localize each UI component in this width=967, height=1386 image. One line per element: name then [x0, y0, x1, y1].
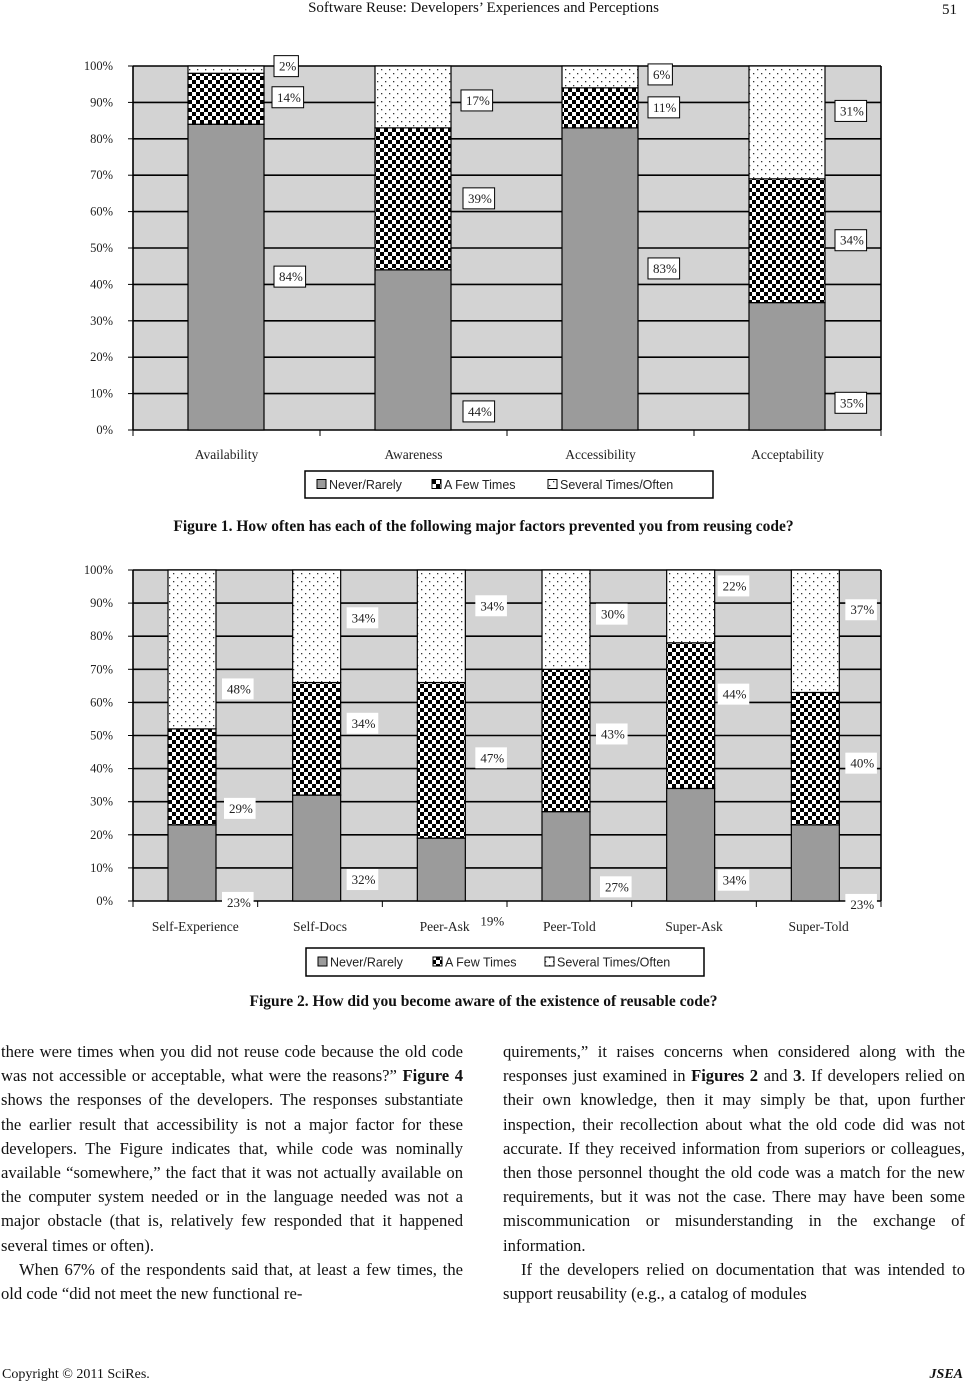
data-label: 31% — [840, 103, 864, 119]
y-tick-label: 10% — [90, 386, 113, 401]
x-category-label: Availability — [194, 447, 259, 462]
bar-segment — [293, 795, 341, 901]
bar-segment — [791, 825, 839, 901]
bar-segment — [188, 73, 264, 124]
y-tick-label: 60% — [90, 695, 113, 710]
y-tick-label: 30% — [90, 313, 113, 328]
data-label: 84% — [279, 269, 303, 285]
bar-segment — [168, 825, 216, 901]
y-tick-label: 0% — [96, 423, 113, 437]
bar-segment — [749, 66, 825, 179]
figure-1-caption: Figure 1. How often has each of the following major factors prevented you from reusing code? — [173, 518, 794, 535]
data-label: 19% — [480, 913, 505, 929]
data-label: 17% — [466, 92, 490, 108]
y-tick-label: 70% — [90, 662, 113, 677]
x-category-label: Acceptability — [751, 447, 824, 462]
bar-segment — [188, 66, 264, 73]
data-label: 34% — [840, 232, 864, 248]
y-tick-label: 60% — [90, 204, 113, 219]
figure-2-chart — [0, 555, 967, 995]
data-label: 37% — [850, 602, 875, 618]
body-paragraph: quirements,” it raises concerns when considered along with the responses just examined in Figures 2 and 3. If developers relied on their own knowledge, then it may simply be that, upon further inspection, their recollection about what the old code did was not accurate. If they received information from superiors or colleagues, then those personnel thought the old code was a match for the new requirements, but it was not the case. There may have been some miscommunication or misunderstanding in the exchange of information. — [503, 1042, 966, 1255]
data-label: 23% — [850, 896, 875, 912]
bar-segment — [168, 729, 216, 825]
bar-segment — [791, 570, 839, 692]
x-category-label: Super-Told — [788, 919, 849, 934]
data-label: 34% — [351, 610, 376, 626]
y-tick-label: 50% — [90, 728, 113, 743]
copyright-footer: Copyright © 2011 SciRes. — [2, 1367, 150, 1382]
y-tick-label: 20% — [90, 350, 113, 365]
legend-swatch — [317, 480, 326, 489]
x-category-label: Awareness — [384, 447, 443, 462]
x-category-label: Super-Ask — [665, 919, 723, 934]
data-label: 39% — [468, 190, 492, 206]
body-paragraph: there were times when you did not reuse code because the old code was not accessible or acceptable, what were the reasons?” Figure 4 shows the responses of the developers. The responses substantiate the earlier result that accessibility is not a major factor for these developers. The Figure indicates that, while code was nominally available “somewhere,” the fact that it was not actually available on the computer system needed or in the language needed was not a major obstacle (that is, relatively few responded that it happened several times or often). — [1, 1042, 464, 1255]
y-tick-label: 70% — [90, 168, 113, 183]
bar-segment — [667, 643, 715, 789]
data-label: 44% — [722, 686, 747, 702]
data-label: 27% — [605, 879, 629, 895]
running-header: Software Reuse: Developers’ Experiences and Perceptions — [308, 0, 659, 16]
y-tick-label: 30% — [90, 794, 113, 809]
body-paragraph: If the developers relied on documentation that was intended to support reusability (e.g., a catalog of modules — [503, 1259, 965, 1304]
legend-entry: Several Times/Often — [557, 955, 671, 970]
legend-swatch — [548, 480, 557, 489]
x-category-label: Peer-Told — [542, 919, 596, 934]
data-label: 2% — [279, 58, 297, 74]
y-tick-label: 100% — [83, 563, 113, 577]
body-left-column — [1, 1040, 463, 1306]
data-label: 34% — [480, 598, 505, 614]
legend-entry: Several Times/Often — [560, 478, 674, 492]
y-tick-label: 40% — [90, 277, 113, 292]
bar-segment — [749, 179, 825, 303]
journal-footer: JSEA — [929, 1367, 963, 1382]
data-label: 34% — [722, 872, 747, 888]
y-tick-label: 80% — [90, 131, 113, 146]
bar-segment — [562, 66, 638, 88]
y-tick-label: 40% — [90, 761, 113, 776]
bar-segment — [749, 303, 825, 430]
data-label: 47% — [480, 750, 505, 766]
data-label: 14% — [277, 89, 301, 105]
y-tick-label: 10% — [90, 860, 113, 875]
figure-2-caption: Figure 2. How did you become aware of the existence of reusable code? — [249, 993, 718, 1010]
legend-swatch — [433, 957, 442, 966]
data-label: 40% — [850, 755, 875, 771]
page-number: 51 — [942, 2, 957, 18]
x-category-label: Self-Docs — [293, 919, 347, 934]
y-tick-label: 50% — [90, 241, 113, 255]
data-label: 44% — [468, 403, 492, 419]
bar-segment — [562, 88, 638, 128]
bar-segment — [667, 788, 715, 901]
figure-1-chart — [0, 40, 967, 545]
bar-segment — [375, 270, 451, 430]
legend-entry: Never/Rarely — [330, 955, 403, 970]
legend-swatch — [432, 480, 441, 489]
x-category-label: Self-Experience — [151, 919, 239, 934]
legend-entry: A Few Times — [445, 955, 517, 970]
bar-segment — [375, 128, 451, 270]
bar-segment — [417, 838, 465, 901]
y-tick-label: 90% — [90, 596, 113, 611]
legend-swatch — [545, 957, 554, 966]
bar-segment — [542, 669, 590, 811]
bar-segment — [293, 683, 341, 796]
data-label: 29% — [229, 800, 253, 816]
y-tick-label: 0% — [96, 894, 113, 908]
y-tick-label: 100% — [83, 59, 113, 73]
data-label: 83% — [653, 260, 677, 276]
data-label: 23% — [227, 894, 251, 910]
x-category-label: Accessibility — [565, 447, 636, 462]
x-category-label: Peer-Ask — [419, 919, 470, 934]
legend-entry: A Few Times — [444, 478, 516, 492]
bar-segment — [293, 570, 341, 683]
legend-entry: Never/Rarely — [329, 478, 402, 492]
legend-swatch — [318, 957, 327, 966]
data-label: 34% — [351, 715, 376, 731]
body-right-column — [503, 1040, 965, 1306]
data-label: 11% — [653, 99, 677, 115]
bar-segment — [375, 66, 451, 128]
y-tick-label: 80% — [90, 629, 113, 644]
data-label: 30% — [601, 606, 625, 622]
data-label: 32% — [351, 872, 376, 888]
bar-segment — [417, 570, 465, 683]
data-label: 22% — [722, 578, 747, 594]
y-tick-label: 20% — [90, 827, 113, 842]
y-tick-label: 90% — [90, 95, 113, 110]
bar-segment — [417, 683, 465, 839]
data-label: 43% — [601, 726, 625, 742]
data-label: 48% — [227, 681, 251, 697]
bar-segment — [188, 124, 264, 430]
bar-segment — [791, 692, 839, 824]
bar-segment — [562, 128, 638, 430]
body-paragraph: When 67% of the respondents said that, at least a few times, the old code “did not meet the new functional re- — [1, 1259, 463, 1304]
bar-segment — [667, 570, 715, 643]
bar-segment — [168, 570, 216, 729]
bar-segment — [542, 570, 590, 669]
data-label: 6% — [653, 66, 671, 82]
bar-segment — [542, 812, 590, 901]
data-label: 35% — [840, 395, 864, 411]
